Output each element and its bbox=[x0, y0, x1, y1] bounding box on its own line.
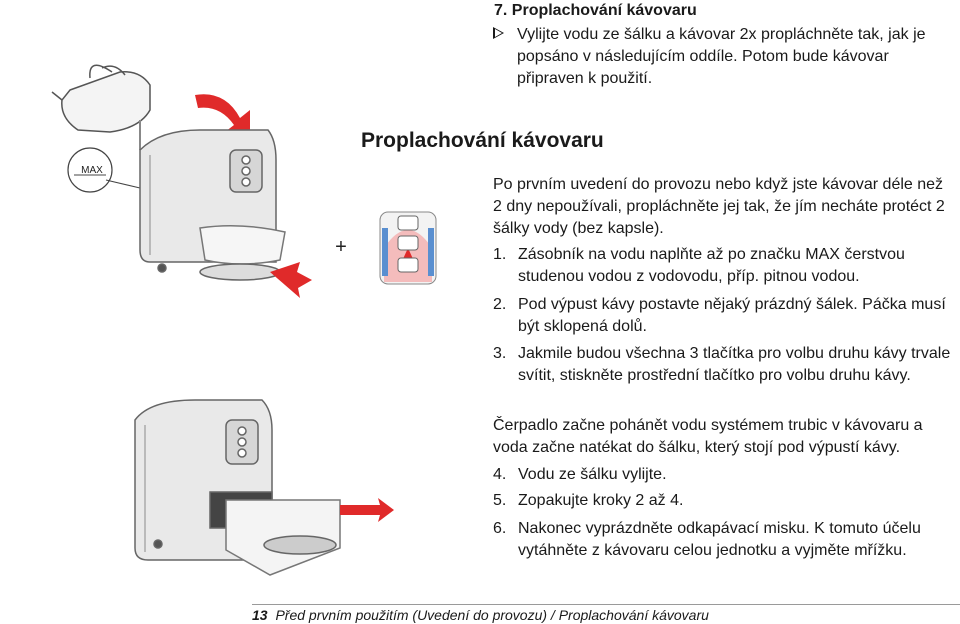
list-item bbox=[493, 343, 955, 387]
footer-text: Před prvním použitím (Uvedení do provozu) / Proplachování kávovaru bbox=[275, 607, 709, 623]
max-marker bbox=[68, 148, 140, 192]
list-item bbox=[493, 464, 955, 486]
item-number: 5. bbox=[493, 492, 507, 509]
push-arrow-icon bbox=[270, 262, 312, 298]
item-number: 1. bbox=[493, 246, 507, 263]
pull-arrow-icon bbox=[340, 498, 394, 522]
plus-sign: + bbox=[335, 236, 347, 258]
water-pitcher-icon bbox=[52, 65, 150, 150]
coffee-buttons-panel bbox=[380, 212, 436, 284]
item-text: Zopakujte kroky 2 až 4. bbox=[518, 492, 684, 509]
item-number: 2. bbox=[493, 296, 507, 313]
item-number: 4. bbox=[493, 466, 507, 483]
item-text: Pod výpust kávy postavte nějaký prázdný šálek. Páčka musí být sklopená dolů. bbox=[518, 296, 946, 335]
item-number: 6. bbox=[493, 520, 507, 537]
pump-note: Čerpadlo začne pohánět vodu systémem trubic v kávovaru a voda začne natékat do šálku, který stojí pod výpustí kávy. bbox=[493, 417, 923, 456]
section-heading: Proplachování kávovaru bbox=[361, 129, 604, 152]
step-note: Vylijte vodu ze šálku a kávovar 2x propláchněte tak, jak je popsáno v následujícím oddíle. Potom bude kávovar připraven k použití. bbox=[517, 26, 926, 87]
list-item bbox=[493, 294, 955, 338]
list-item bbox=[493, 490, 955, 512]
list-item bbox=[493, 244, 955, 288]
footer bbox=[252, 606, 709, 624]
coffee-machine-illustration bbox=[0, 40, 480, 600]
item-text: Vodu ze šálku vylijte. bbox=[518, 466, 667, 483]
step-title: 7. Proplachování kávovaru bbox=[494, 2, 697, 19]
item-text: Zásobník na vodu naplňte až po značku MAX čerstvou studenou vodou z vodovodu, příp. pitnou vodou. bbox=[518, 246, 905, 285]
max-label: MAX bbox=[81, 165, 103, 176]
coffee-machine-bottom bbox=[135, 400, 340, 575]
list-item bbox=[493, 518, 955, 562]
intro-paragraph: Po prvním uvedení do provozu nebo když jste kávovar déle než 2 dny nepoužívali, propláchněte jej tak, že jím necháte protéct 2 šálky vody (bez kapsle). bbox=[493, 176, 945, 237]
page-number: 13 bbox=[252, 607, 268, 623]
item-text: Jakmile budou všechna 3 tlačítka pro volbu druhu kávy trvale svítit, stiskněte prostřední tlačítko pro volbu druhu kávy. bbox=[518, 345, 951, 384]
footer-divider bbox=[252, 604, 960, 605]
coffee-machine-top bbox=[140, 130, 285, 280]
arrow-bullet-icon bbox=[493, 27, 504, 39]
item-text: Nakonec vyprázdněte odkapávací misku. K tomuto účelu vytáhněte z kávovaru celou jednotku a vyjměte mřížku. bbox=[518, 520, 921, 559]
item-number: 3. bbox=[493, 345, 507, 362]
